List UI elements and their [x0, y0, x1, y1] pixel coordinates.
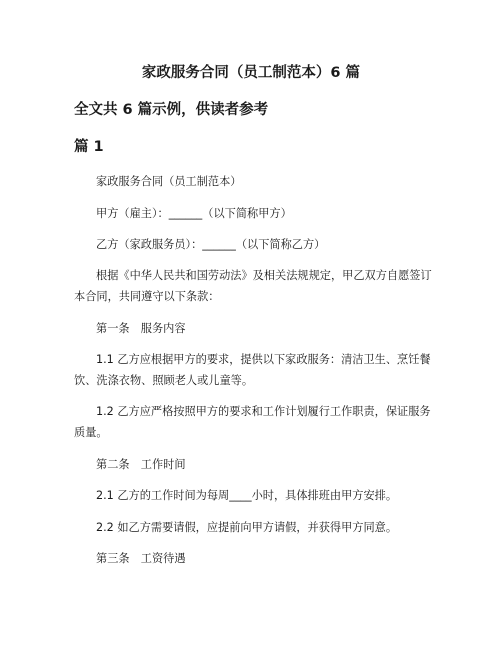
- paragraph-preamble: 根据《中华人民共和国劳动法》及相关法规规定，甲乙双方自愿签订本合同，共同遵守以下条款：: [74, 269, 432, 303]
- document-title: 家政服务合同（员工制范本）6 篇: [141, 65, 361, 81]
- clause-heading-2: 第二条 工作时间: [96, 458, 186, 471]
- section-heading: 篇 1: [74, 139, 104, 155]
- clause-1-1: 1.1 乙方应根据甲方的要求，提供以下家政服务：清洁卫生、烹饪餐饮、洗涤衣物、照顾老人或儿童等。: [74, 353, 431, 387]
- clause-heading-1: 第一条 服务内容: [96, 322, 186, 335]
- clause-heading-3: 第三条 工资待遇: [96, 552, 186, 565]
- paragraph-party-a: 甲方（雇主）：______（以下简称甲方）: [96, 207, 292, 220]
- clause-2-2: 2.2 如乙方需要请假，应提前向甲方请假，并获得甲方同意。: [96, 521, 398, 534]
- document-subtitle: 全文共 6 篇示例，供读者参考: [74, 102, 269, 118]
- clause-1-2: 1.2 乙方应严格按照甲方的要求和工作计划履行工作职责，保证服务质量。: [74, 405, 431, 439]
- paragraph-party-b: 乙方（家政服务员）：______（以下简称乙方）: [96, 238, 326, 251]
- clause-2-1: 2.1 乙方的工作时间为每周____小时，具体排班由甲方安排。: [96, 489, 398, 502]
- paragraph-contract-name: 家政服务合同（员工制范本）: [96, 175, 242, 188]
